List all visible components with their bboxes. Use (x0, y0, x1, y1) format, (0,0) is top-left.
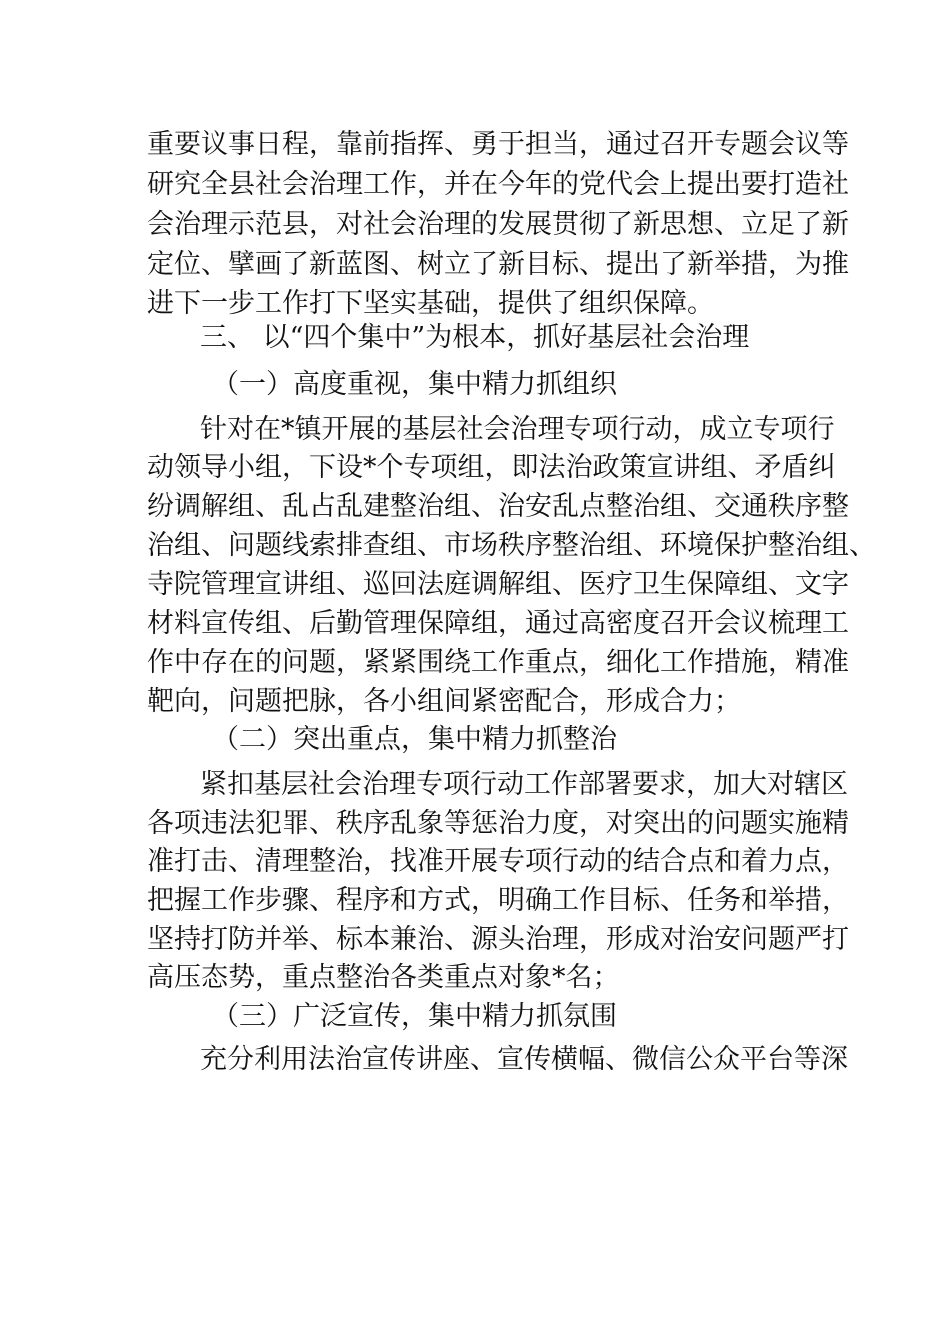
paragraph-line: 充分利用法治宣传讲座、宣传横幅、微信公众平台等深 (200, 1044, 848, 1075)
paragraph-line: 各项违法犯罪、秩序乱象等惩治力度，对突出的问题实施精 (147, 808, 849, 839)
paragraph-line: 针对在*镇开展的基层社会治理专项行动，成立专项行 (200, 414, 835, 445)
paragraph-line: 坚持打防并举、标本兼治、源头治理，形成对治安问题严打 (147, 924, 849, 955)
paragraph-line: 定位、擘画了新蓝图、树立了新目标、提出了新举措，为推 (147, 249, 849, 280)
paragraph-line: 作中存在的问题，紧紧围绕工作重点，细化工作措施，精准 (147, 647, 849, 678)
paragraph-line: 重要议事日程，靠前指挥、勇于担当，通过召开专题会议等 (147, 129, 849, 160)
paragraph-line: 寺院管理宣讲组、巡回法庭调解组、医疗卫生保障组、文字 (147, 569, 849, 600)
paragraph-line: 研究全县社会治理工作，并在今年的党代会上提出要打造社 (147, 169, 849, 200)
paragraph-line: 进下一步工作打下坚实基础，提供了组织保障。 (147, 288, 714, 319)
paragraph-line: 准打击、清理整治，找准开展专项行动的结合点和着力点， (147, 846, 849, 877)
paragraph-line: 把握工作步骤、程序和方式，明确工作目标、任务和举措， (147, 885, 849, 916)
paragraph-line: 材料宣传组、后勤管理保障组，通过高密度召开会议梳理工 (147, 608, 849, 639)
subsection-heading: （三）广泛宣传，集中精力抓氛围 (212, 1001, 617, 1032)
subsection-heading: （一）高度重视，集中精力抓组织 (212, 369, 617, 400)
subsection-heading: （二）突出重点，集中精力抓整治 (212, 724, 617, 755)
paragraph-line: 纷调解组、乱占乱建整治组、治安乱点整治组、交通秩序整 (147, 491, 849, 522)
paragraph-line: 紧扣基层社会治理专项行动工作部署要求，加大对辖区 (200, 769, 848, 800)
paragraph-line: 靶向，问题把脉，各小组间紧密配合，形成合力； (147, 686, 741, 717)
section-heading: 三、 以“四个集中”为根本，抓好基层社会治理 (200, 322, 750, 353)
paragraph-line: 动领导小组，下设*个专项组，即法治政策宣讲组、矛盾纠 (147, 452, 836, 483)
paragraph-line: 会治理示范县，对社会治理的发展贯彻了新思想、立足了新 (147, 209, 849, 240)
paragraph-line: 治组、问题线索排查组、市场秩序整治组、环境保护整治组、 (147, 530, 876, 561)
paragraph-line: 高压态势，重点整治各类重点对象*名； (147, 962, 620, 993)
